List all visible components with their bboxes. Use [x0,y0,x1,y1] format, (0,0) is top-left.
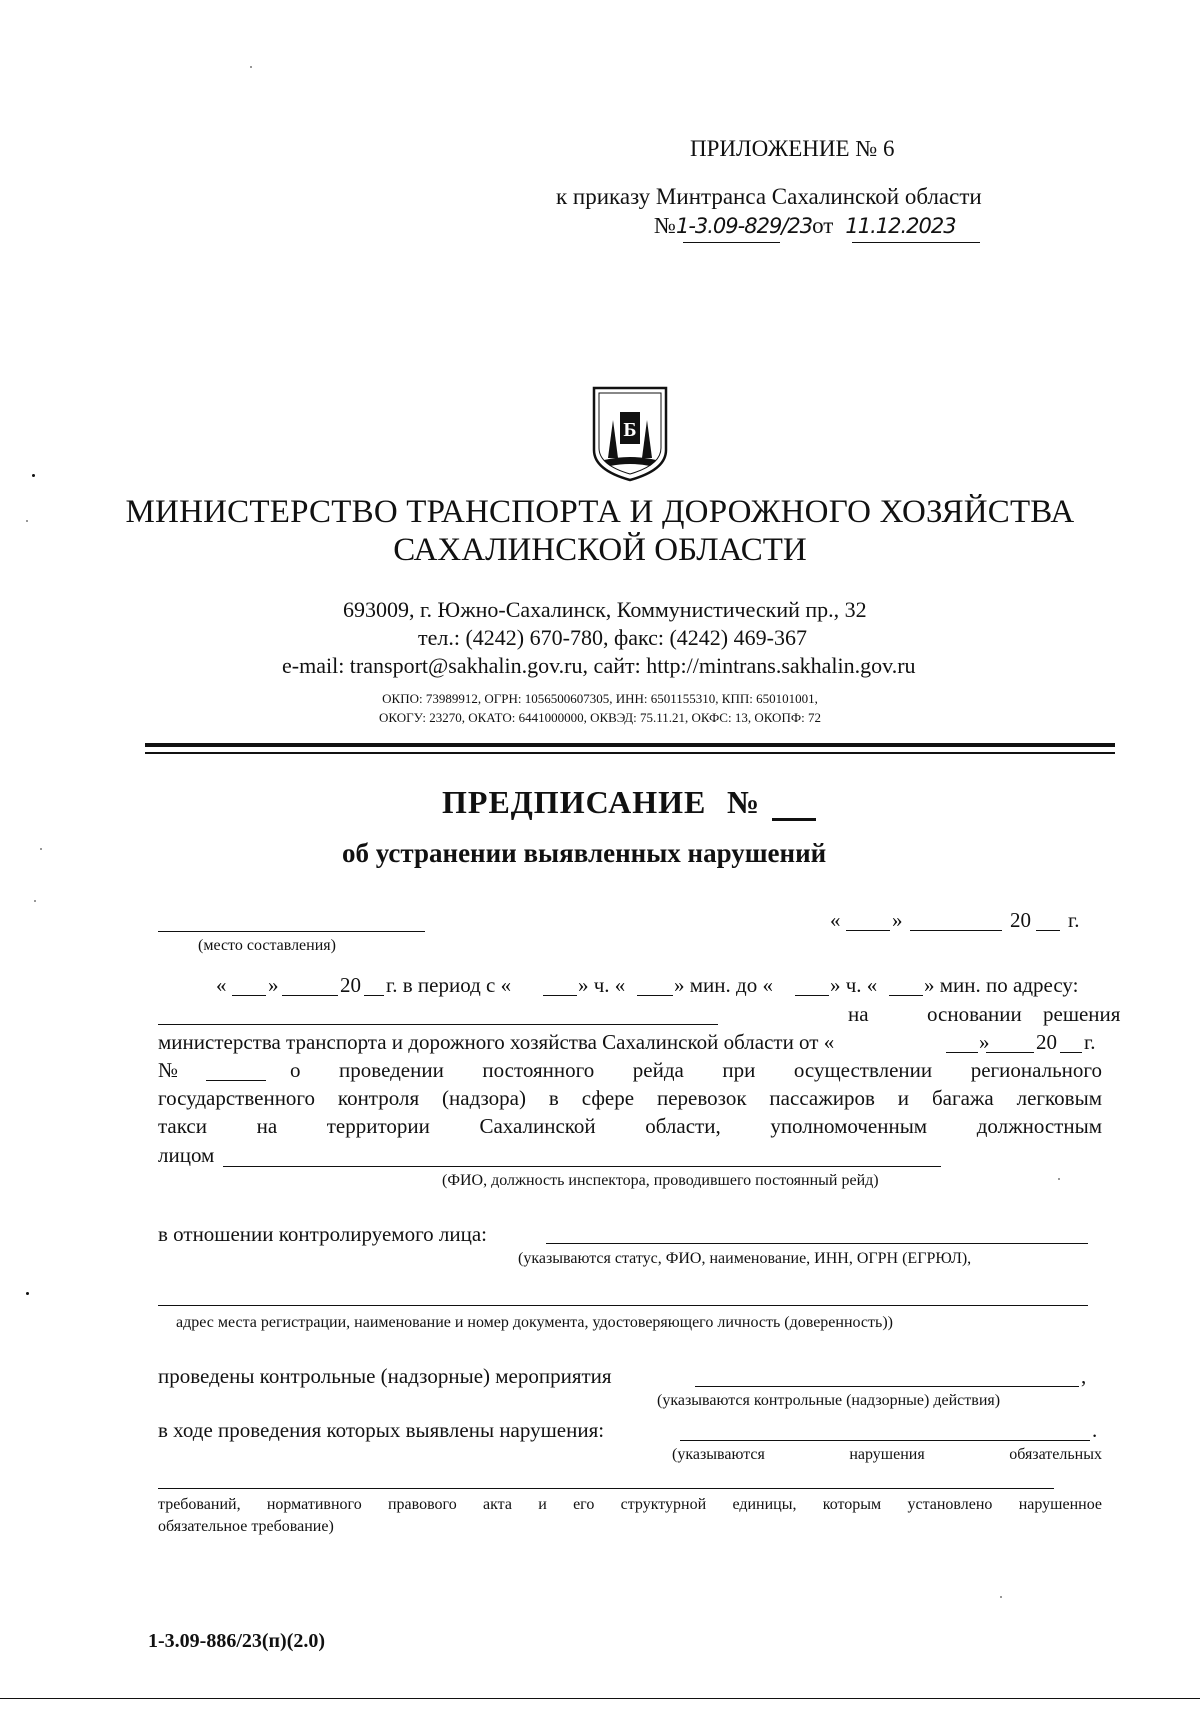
period-to-minutes-field[interactable] [889,995,923,996]
decision-day-field[interactable] [946,1052,978,1053]
scan-speck [26,1292,29,1295]
scan-speck [34,900,36,902]
violations-field-2[interactable] [158,1488,1054,1489]
place-caption: (место составления) [198,937,336,954]
ministry-name-line1: МИНИСТЕРСТВО ТРАНСПОРТА И ДОРОЖНОГО ХОЗЯЙСТВА [125,494,1075,530]
controlled-address-field[interactable] [158,1305,1088,1306]
date-year-suffix: г. [1068,908,1080,932]
decision-number-field[interactable] [206,1080,266,1081]
coat-of-arms-icon [590,384,670,484]
ministry-address: 693009, г. Южно-Сахалинск, Коммунистический пр., 32 [343,597,867,622]
violations-field[interactable] [680,1440,1090,1441]
period-from-hours-field[interactable] [543,995,577,996]
inspector-field[interactable] [223,1166,941,1167]
violations-caption-line2: требований, нормативного правового акта и его структурной единицы, которым установлено нарушенное [158,1496,1102,1513]
scan-speck [40,848,42,850]
body-line1-hours2: » ч. « [830,973,878,997]
body-line2-word1: на [848,1002,869,1026]
body-line1-year: 20 [340,973,361,997]
violations-caption-line1: (указываются нарушения обязательных [672,1446,1102,1463]
appendix-order-line: к приказу Минтранса Сахалинской области [556,184,982,209]
date-year-field[interactable] [1036,930,1060,931]
controlled-caption: (указываются статус, ФИО, наименование, ИНН, ОГРН (ЕГРЮЛ), [518,1250,972,1267]
body-line1-close: » [268,973,279,997]
body-line3-year-suffix: г. [1084,1030,1096,1054]
scan-speck [32,474,35,477]
order-number-handwritten: 1-3.09-829/23 [675,214,813,238]
raid-day-field[interactable] [232,995,266,996]
body-line1-period: г. в период с « [386,973,512,997]
date-month-field[interactable] [910,930,1002,931]
order-date-handwritten: 11.12.2023 [845,214,956,238]
violations-label: в ходе проведения которых выявлены нарушения: [158,1418,605,1442]
order-date-underline [852,242,980,243]
date-day-field[interactable] [846,930,890,931]
measures-comma: , [1081,1364,1087,1388]
measures-caption: (указываются контрольные (надзорные) действия) [657,1392,1001,1409]
scan-speck [250,66,252,68]
body-line3-text: министерства транспорта и дорожного хозяйства Сахалинской области от « [158,1030,835,1054]
appendix-order-ref [654,213,956,243]
body-line4-text: о проведении постоянного рейда при осуществлении регионального [290,1058,1102,1082]
body-line6-text: такси на территории Сахалинской области, уполномоченным должностным [158,1114,1102,1138]
header-divider-thick [145,743,1115,747]
appendix-title: ПРИЛОЖЕНИЕ № 6 [690,136,895,161]
measures-label: проведены контрольные (надзорные) мероприятия [158,1364,612,1388]
body-line5-text: государственного контроля (надзора) в сфере перевозок пассажиров и багажа легковым [158,1086,1102,1110]
period-from-minutes-field[interactable] [637,995,673,996]
body-line1-hours: » ч. « [578,973,626,997]
scan-speck [1000,1596,1002,1598]
body-line7-text: лицом [158,1143,215,1167]
violations-caption-line3: обязательное требование) [158,1518,334,1535]
order-number-prefix: № [654,213,676,238]
svg-text:Б: Б [623,419,637,441]
controlled-label: в отношении контролируемого лица: [158,1222,488,1246]
violations-dot: . [1092,1418,1098,1442]
body-line1-open: « [216,973,227,997]
date-close-quote: » [892,908,903,932]
scan-speck [26,520,28,522]
header-divider-thin [145,752,1115,754]
order-number-underline [683,242,780,243]
date-open-quote: « [830,908,841,932]
body-line2-word3: решения [1043,1002,1121,1026]
scan-speck [1058,1178,1060,1180]
decision-month-field[interactable] [986,1052,1034,1053]
body-line4-no: № [158,1058,179,1082]
body-line3-close: » [979,1030,990,1054]
date-year-prefix: 20 [1010,908,1031,932]
document-title: ПРЕДПИСАНИЕ [442,784,707,820]
footer-doc-code: 1-3.09-886/23(п)(2.0) [148,1630,326,1652]
document-number-sign: № [727,784,760,820]
ministry-codes-line1: ОКПО: 73989912, ОГРН: 1056500607305, ИНН: 6501155310, КПП: 650101001, [382,691,818,706]
place-field[interactable] [158,931,425,932]
controlled-person-field[interactable] [546,1243,1088,1244]
measures-field[interactable] [695,1386,1079,1387]
period-to-hours-field[interactable] [795,995,829,996]
raid-month-field[interactable] [282,995,338,996]
ministry-phone: тел.: (4242) 670-780, факс: (4242) 469-367 [418,625,807,650]
footer-scan-edge-line [0,1698,1200,1699]
decision-year-field[interactable] [1060,1052,1082,1053]
address-field[interactable] [158,1024,718,1025]
body-line3-year: 20 [1036,1030,1057,1054]
ministry-email-site: e-mail: transport@sakhalin.gov.ru, сайт: http://mintrans.sakhalin.gov.ru [282,653,916,678]
body-line2-word2: основании [927,1002,1022,1026]
ministry-name-line2: САХАЛИНСКОЙ ОБЛАСТИ [393,532,807,568]
ministry-codes-line2: ОКОГУ: 23270, ОКАТО: 6441000000, ОКВЭД: 75.11.21, ОКФС: 13, ОКОПФ: 72 [379,710,821,725]
inspector-caption: (ФИО, должность инспектора, проводившего постоянный рейд) [442,1172,879,1189]
document-subtitle: об устранении выявленных нарушений [342,838,827,868]
document-number-blank [772,818,816,821]
order-from-label: от [812,213,834,238]
body-line1-address-label: » мин. по адресу: [924,973,1079,997]
body-line1-minutes-to: » мин. до « [674,973,773,997]
address-caption: адрес места регистрации, наименование и номер документа, удостоверяющего личность (доверенность)) [176,1314,893,1331]
raid-year-field[interactable] [364,995,384,996]
